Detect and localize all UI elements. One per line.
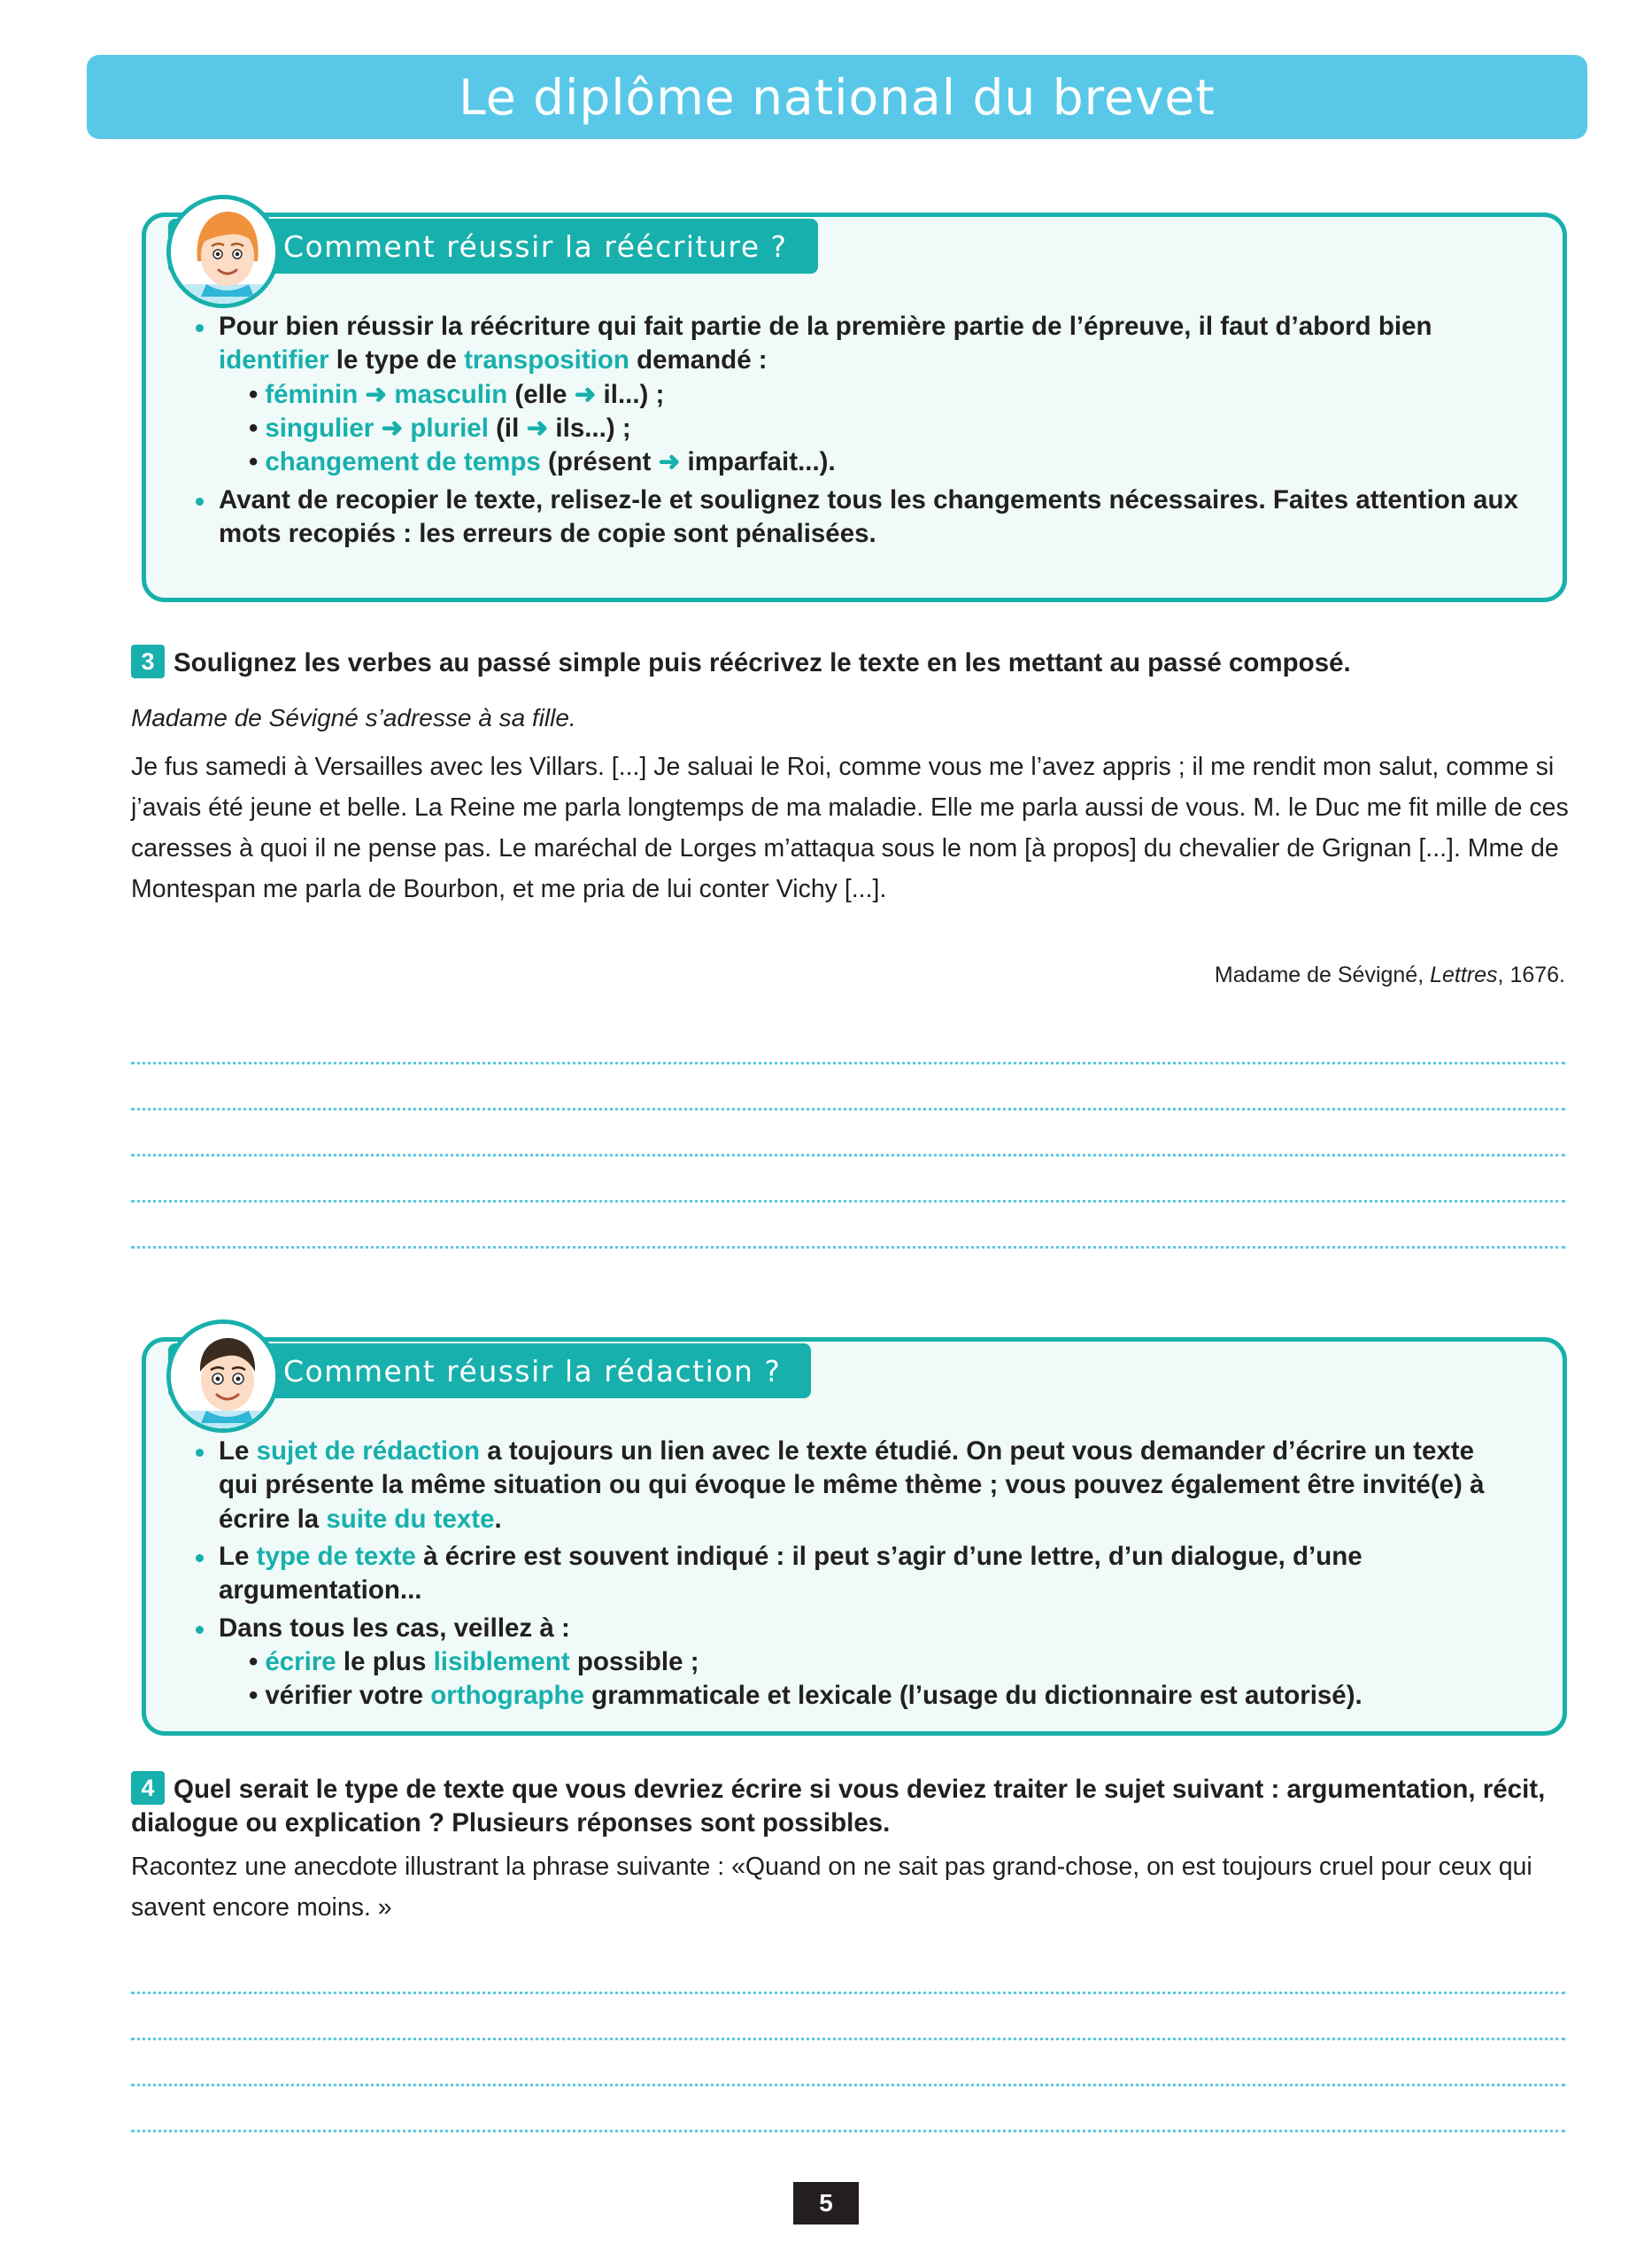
exercise-3-answer-lines[interactable] xyxy=(131,1018,1565,1249)
advice-1-2-0-frag-3: possible ; xyxy=(569,1647,699,1677)
advice-0-0-2-frag-3: imparfait...). xyxy=(680,447,836,477)
advice-0-0-1-frag-5: ils...) ; xyxy=(548,414,631,444)
advice-0-0-0-frag-0: féminin xyxy=(265,379,366,409)
advice-bullet-text xyxy=(219,1542,1363,1605)
exercise-4-heading xyxy=(131,1771,1583,1841)
answer-line[interactable] xyxy=(131,2086,1565,2132)
advice-bullet xyxy=(189,1435,1520,1536)
advice-sub-bullet xyxy=(219,1679,1520,1713)
answer-line[interactable] xyxy=(131,1203,1565,1249)
advice-1-2-0-frag-1: le plus xyxy=(336,1647,434,1677)
advice-1-1-frag-0: Le xyxy=(219,1542,257,1572)
advice-0-0-2-frag-2: ➜ xyxy=(658,447,681,477)
advice-1-0-frag-2: a toujours un lien avec le texte étudié. On peut vous demander d’écrire un texte qui présente la même situation ou qui évoque le même thème ; vous pouvez également être invité(e) à écrire la xyxy=(219,1436,1485,1534)
answer-line[interactable] xyxy=(131,1018,1565,1064)
advice-0-0-1-frag-3: (il xyxy=(488,414,527,444)
advice-0-0-frag-4: demandé : xyxy=(629,345,768,375)
advice-sub-bullet xyxy=(219,1645,1520,1679)
advice-0-0-0-frag-5: il...) ; xyxy=(596,379,665,409)
exercise-3-passage: Je fus samedi à Versailles avec les Villars. [...] Je saluai le Roi, comme vous me l’avez appris ; il me rendit mon salut, comme si j’avais été jeune et belle. La Reine me parla longtemps de ma maladie. Elle me parla aussi de vous. M. le Duc me fit mille de ces caresses à quoi il ne pense pas. Le maréchal de Lorges m’attaqua sous le nom [à propos] du chevalier de Grignan [...]. Mme de Montespan me parla de Bourbon, et me pria de lui conter Vichy [...]. xyxy=(131,753,1569,904)
advice-0-0-frag-3: transposition xyxy=(464,345,629,375)
exercise-4-passage: Racontez une anecdote illustrant la phrase suivante : «Quand on ne sait pas grand-chose, on est toujours cruel pour ceux qui savent encore moins. » xyxy=(131,1853,1532,1923)
source-title: Lettres xyxy=(1430,963,1498,987)
advice-bullet xyxy=(189,484,1520,552)
exercise-4-answer-lines[interactable] xyxy=(131,1948,1565,2132)
advice-bullet-text xyxy=(219,485,1518,548)
advice-1-2-1-frag-0: vérifier votre xyxy=(265,1681,431,1711)
page-title: Le diplôme national du brevet xyxy=(459,68,1216,126)
answer-line[interactable] xyxy=(131,1994,1565,2040)
exercise-3-source xyxy=(131,963,1565,988)
advice-0-0-frag-1: identifier xyxy=(219,345,329,375)
advice-0-1-frag-0: Avant de recopier le texte, relisez-le et soulignez tous les changements nécessaires. Faites attention aux mots recopiés : les erreurs de copie sont pénalisées. xyxy=(219,484,1518,549)
advice-tab-label-reecriture: Comment réussir la réécriture ? xyxy=(283,228,788,264)
boy-avatar xyxy=(166,1319,280,1433)
advice-0-0-0-frag-3: (elle xyxy=(507,379,575,409)
advice-sub-bullet xyxy=(219,378,1520,412)
advice-sub-bullet xyxy=(219,445,1520,479)
advice-1-2-0-frag-0: écrire xyxy=(265,1647,336,1677)
advice-0-0-1-frag-1: ➜ xyxy=(381,414,404,444)
advice-bullet xyxy=(189,1540,1520,1608)
advice-1-2-1-frag-1: orthographe xyxy=(430,1681,584,1711)
advice-bullet xyxy=(189,310,1520,480)
advice-0-0-frag-0: Pour bien réussir la réécriture qui fait partie de la première partie de l’épreuve, il faut d’abord bien xyxy=(219,312,1432,341)
exercise-3-number: 3 xyxy=(131,645,165,678)
answer-line[interactable] xyxy=(131,1064,1565,1110)
advice-1-1-frag-2: à écrire est souvent indiqué : il peut s’agir d’une lettre, d’un dialogue, d’une argumentation... xyxy=(219,1542,1363,1605)
exercise-4-number: 4 xyxy=(131,1771,165,1805)
advice-1-0-frag-3: suite du texte xyxy=(326,1504,495,1534)
answer-line[interactable] xyxy=(131,1110,1565,1157)
advice-1-2-1-frag-2: grammaticale et lexicale (l’usage du dictionnaire est autorisé). xyxy=(583,1681,1363,1711)
exercise-4-instruction: Quel serait le type de texte que vous devriez écrire si vous deviez traiter le sujet suivant : argumentation, récit, dialogue ou explication ? Plusieurs réponses sont possibles. xyxy=(131,1775,1546,1838)
answer-line[interactable] xyxy=(131,1157,1565,1203)
advice-0-0-0-frag-2: masculin xyxy=(387,379,508,409)
advice-sub-bullet xyxy=(219,412,1520,445)
page-header-banner xyxy=(87,55,1587,139)
advice-0-0-frag-2: le type de xyxy=(328,345,465,375)
advice-1-2-frag-0: Dans tous les cas, veillez à : xyxy=(219,1613,570,1643)
advice-tab-label-redaction: Comment réussir la rédaction ? xyxy=(283,1353,782,1389)
page-number: 5 xyxy=(793,2182,859,2224)
advice-1-0-frag-4: . xyxy=(494,1504,502,1534)
advice-0-0-1-frag-2: pluriel xyxy=(403,414,489,444)
answer-line[interactable] xyxy=(131,1948,1565,1994)
exercise-3-instruction: Soulignez les verbes au passé simple puis réécrivez le texte en les mettant au passé composé. xyxy=(174,648,1351,677)
exercise-3-heading xyxy=(131,645,1574,680)
advice-0-0-1-frag-4: ➜ xyxy=(526,414,549,444)
advice-1-2-0-frag-2: lisiblement xyxy=(433,1647,570,1677)
advice-list-redaction xyxy=(189,1435,1520,1714)
advice-0-0-0-frag-4: ➜ xyxy=(574,379,597,409)
answer-line[interactable] xyxy=(131,2040,1565,2086)
advice-0-0-2-frag-1: (présent xyxy=(540,447,659,477)
advice-1-1-frag-1: type de texte xyxy=(256,1542,416,1572)
girl-avatar xyxy=(166,195,280,308)
advice-0-0-1-frag-0: singulier xyxy=(265,414,382,444)
advice-bullet xyxy=(189,1612,1520,1714)
advice-bullet-text xyxy=(219,1613,570,1643)
advice-list-reecriture xyxy=(189,310,1520,551)
advice-bullet-text xyxy=(219,1436,1484,1534)
source-date: , 1676. xyxy=(1497,963,1565,987)
advice-1-0-frag-1: sujet de rédaction xyxy=(256,1436,481,1466)
advice-0-0-0-frag-1: ➜ xyxy=(365,379,388,409)
advice-bullet-text xyxy=(219,312,1432,375)
advice-0-0-2-frag-0: changement de temps xyxy=(265,447,541,477)
exercise-3-intro: Madame de Sévigné s’adresse à sa fille. xyxy=(131,704,576,731)
advice-1-0-frag-0: Le xyxy=(219,1436,257,1466)
source-author: Madame de Sévigné, xyxy=(1214,963,1431,987)
